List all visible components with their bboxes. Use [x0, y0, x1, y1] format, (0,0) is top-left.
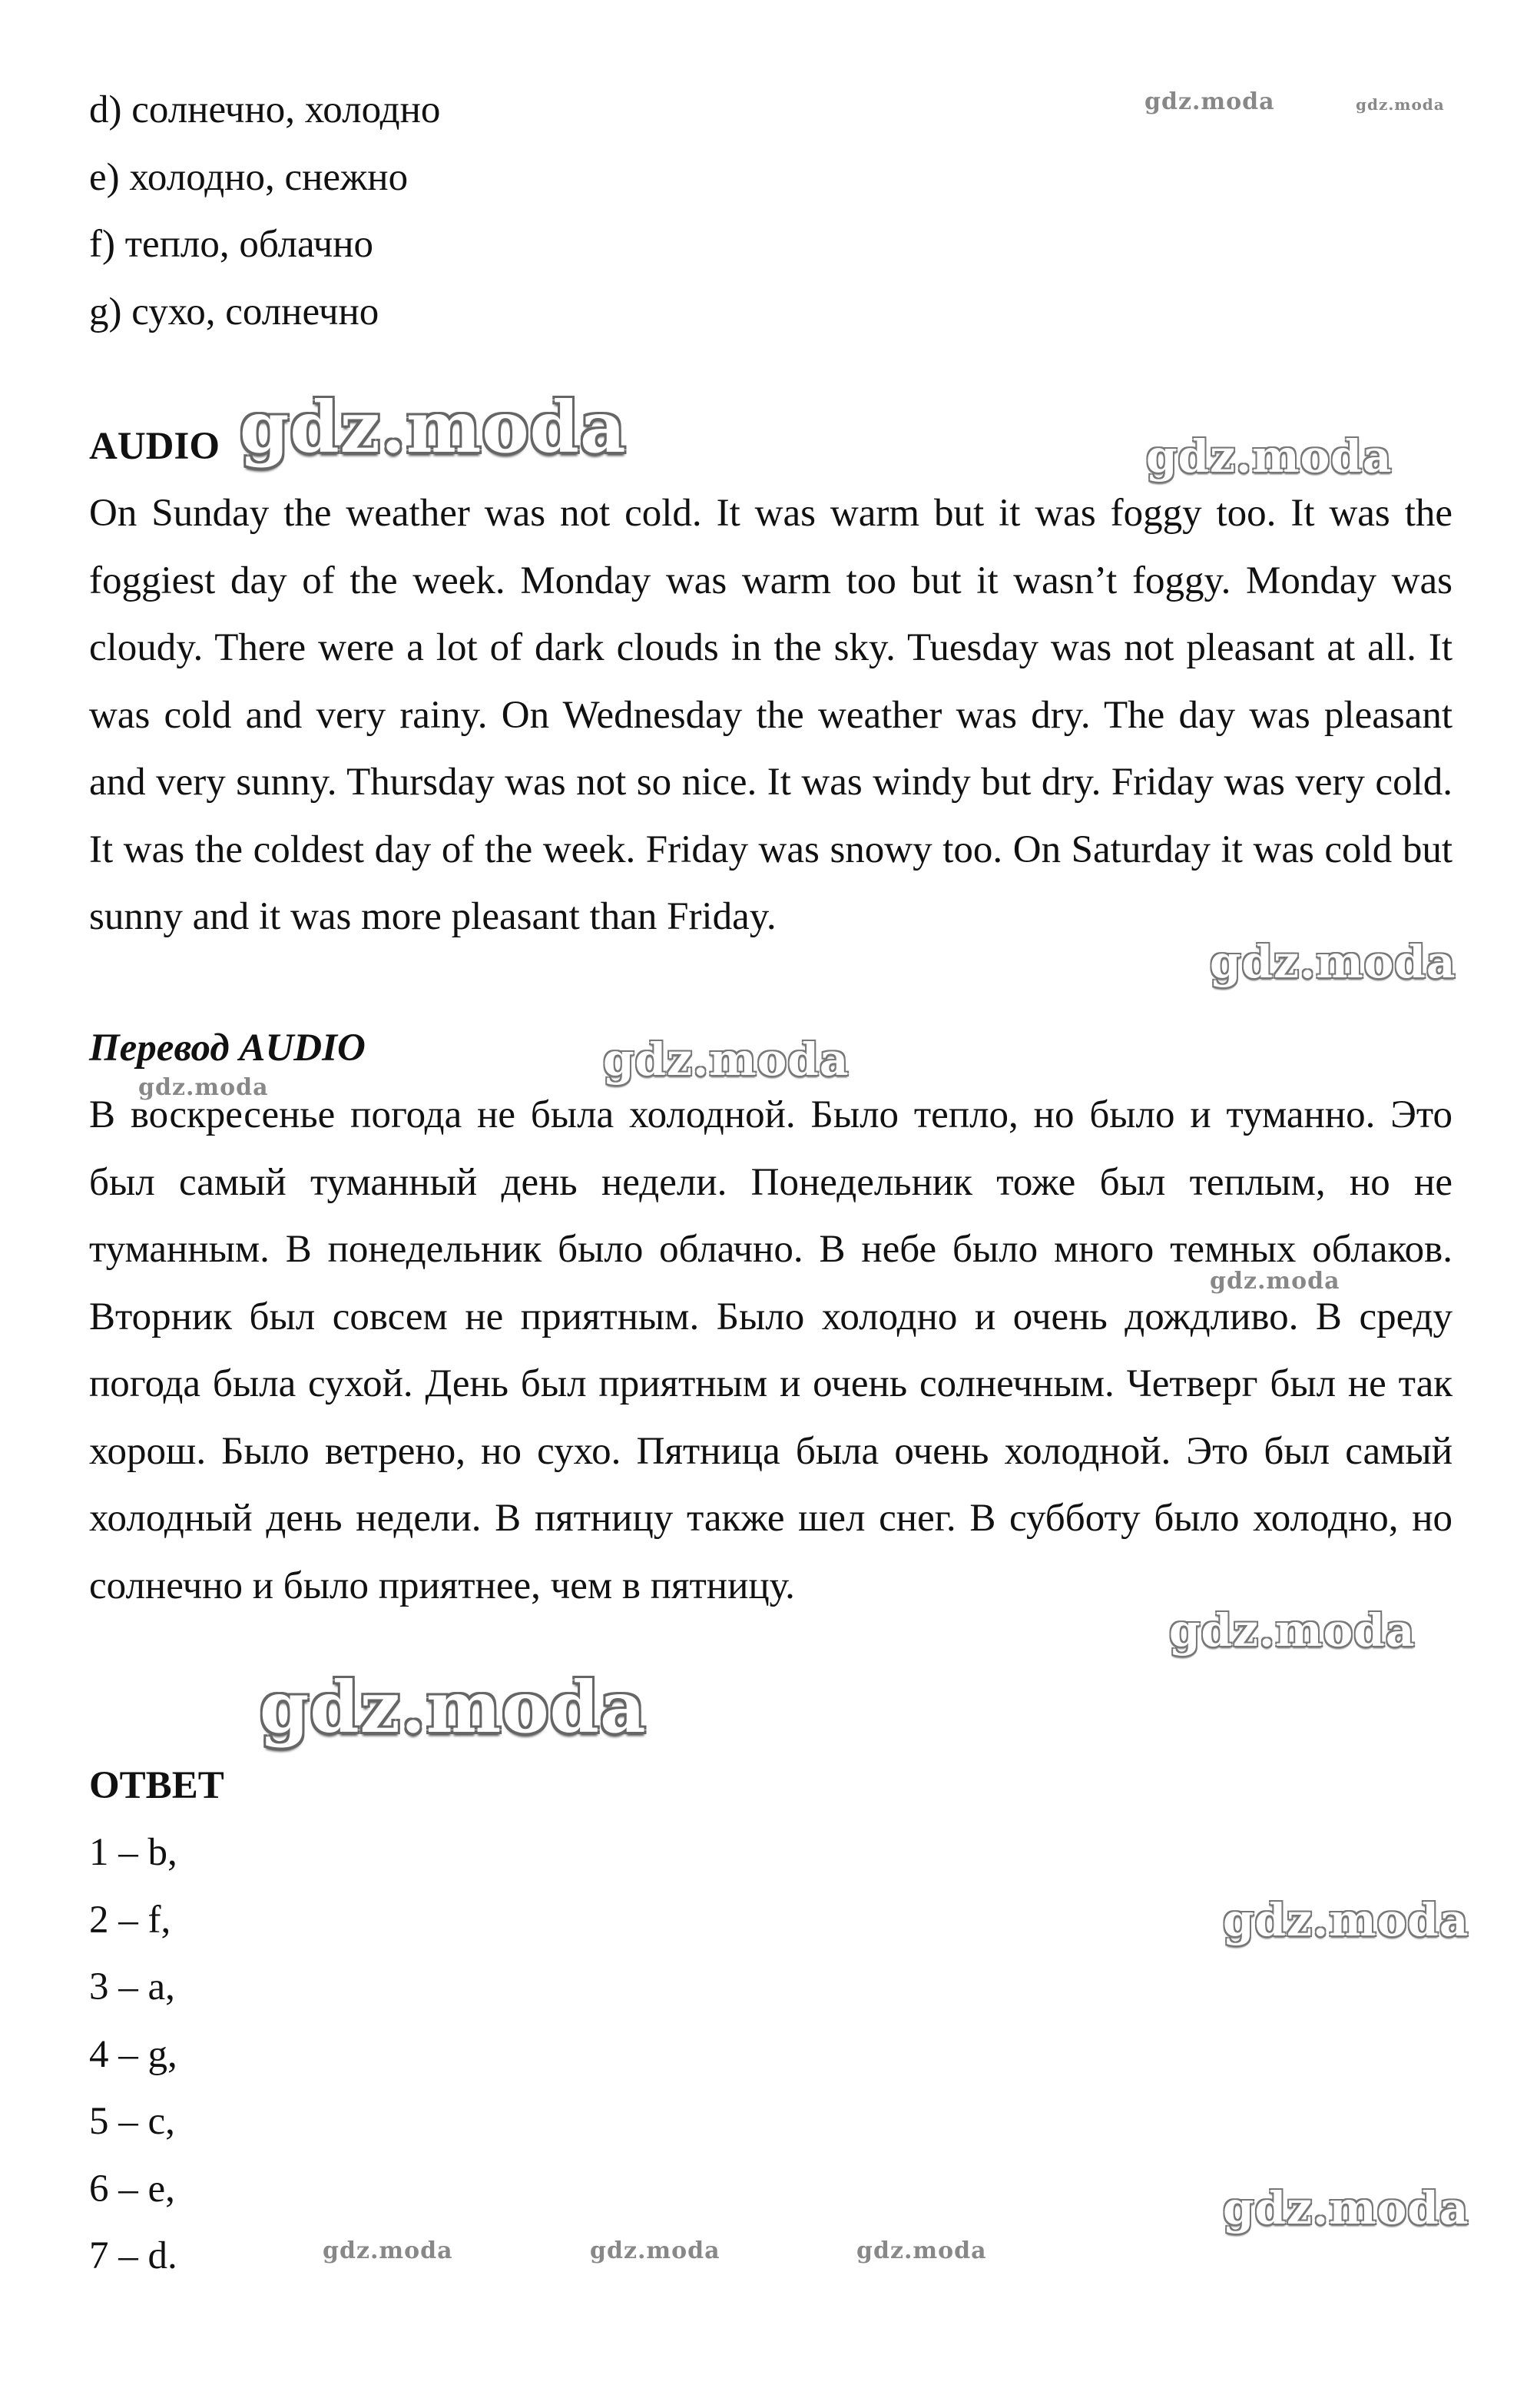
watermark: gdz.moda — [1146, 430, 1393, 483]
audio-transcript-text: On Sunday the weather was not cold. It was warm but it was foggy too. It was the foggiest day of the week. Monday was warm too but it wasn’t foggy. Monday was cloudy. There were a lot of dark clouds in the sky. Tuesday was not pleasant at all. It was cold and very rainy. On Wednesday the weather was dry. The day was pleasant and very sunny. Thursday was not so nice. It was windy but dry. Friday was very cold. It was the coldest day of the week. Friday was snowy too. On Saturday it was cold but sunny and it was more pleasant than Friday. — [89, 492, 1453, 938]
watermark: gdz.moda — [323, 2237, 453, 2264]
answer-item-5: 5 – c, — [89, 2100, 175, 2143]
audio-transcript — [89, 480, 1453, 951]
answer-item-3: 3 – a, — [89, 1965, 175, 2008]
watermark: gdz.moda — [1223, 2182, 1469, 2234]
watermark: gdz.moda — [603, 1033, 850, 1086]
answer-item-7: 7 – d. — [89, 2234, 177, 2277]
answer-heading: ОТВЕТ — [89, 1764, 224, 1807]
watermark: gdz.moda — [856, 2237, 987, 2264]
options-list — [89, 77, 1472, 346]
translation-text: В воскресенье погода не была холодной. Было тепло, но было и туманно. Это был самый туманный день недели. Понедельник тоже был теплым, но не туманным. В понедельник было облачно. В небе было много темных облаков. Вторник был совсем не приятным. Было холодно и очень дождливо. В среду погода была сухой. День был приятным и очень солнечным. Четверг был не так хорош. Было ветрено, но сухо. Пятница была очень холодной. Это был самый холодный день недели. В пятницу также шел снег. В субботу было холодно, но солнечно и было приятнее, чем в пятницу. — [89, 1093, 1453, 1607]
answer-item-6: 6 – e, — [89, 2167, 175, 2211]
watermark: gdz.moda — [1210, 1268, 1340, 1295]
option-e: e) холодно, снежно — [89, 155, 409, 199]
watermark: gdz.moda — [1356, 95, 1445, 114]
option-d: d) солнечно, холодно — [89, 88, 441, 131]
option-f: f) тепло, облачно — [89, 223, 374, 266]
option-g: g) сухо, солнечно — [89, 290, 379, 333]
translation-text-block — [89, 1082, 1453, 1620]
answer-item-2: 2 – f, — [89, 1898, 171, 1942]
watermark: gdz.moda — [1210, 936, 1456, 988]
watermark: gdz.moda — [1169, 1604, 1416, 1657]
watermark: gdz.moda — [138, 1074, 269, 1101]
watermark: gdz.moda — [240, 386, 627, 469]
answer-item-4: 4 – g, — [89, 2032, 177, 2076]
watermark: gdz.moda — [1144, 88, 1275, 115]
answer-item-1: 1 – b, — [89, 1831, 177, 1874]
audio-heading: AUDIO — [89, 425, 220, 468]
watermark: gdz.moda — [590, 2237, 720, 2264]
watermark: gdz.moda — [260, 1666, 647, 1749]
watermark: gdz.moda — [1223, 1894, 1469, 1946]
translation-heading: Перевод AUDIO — [89, 1027, 366, 1070]
